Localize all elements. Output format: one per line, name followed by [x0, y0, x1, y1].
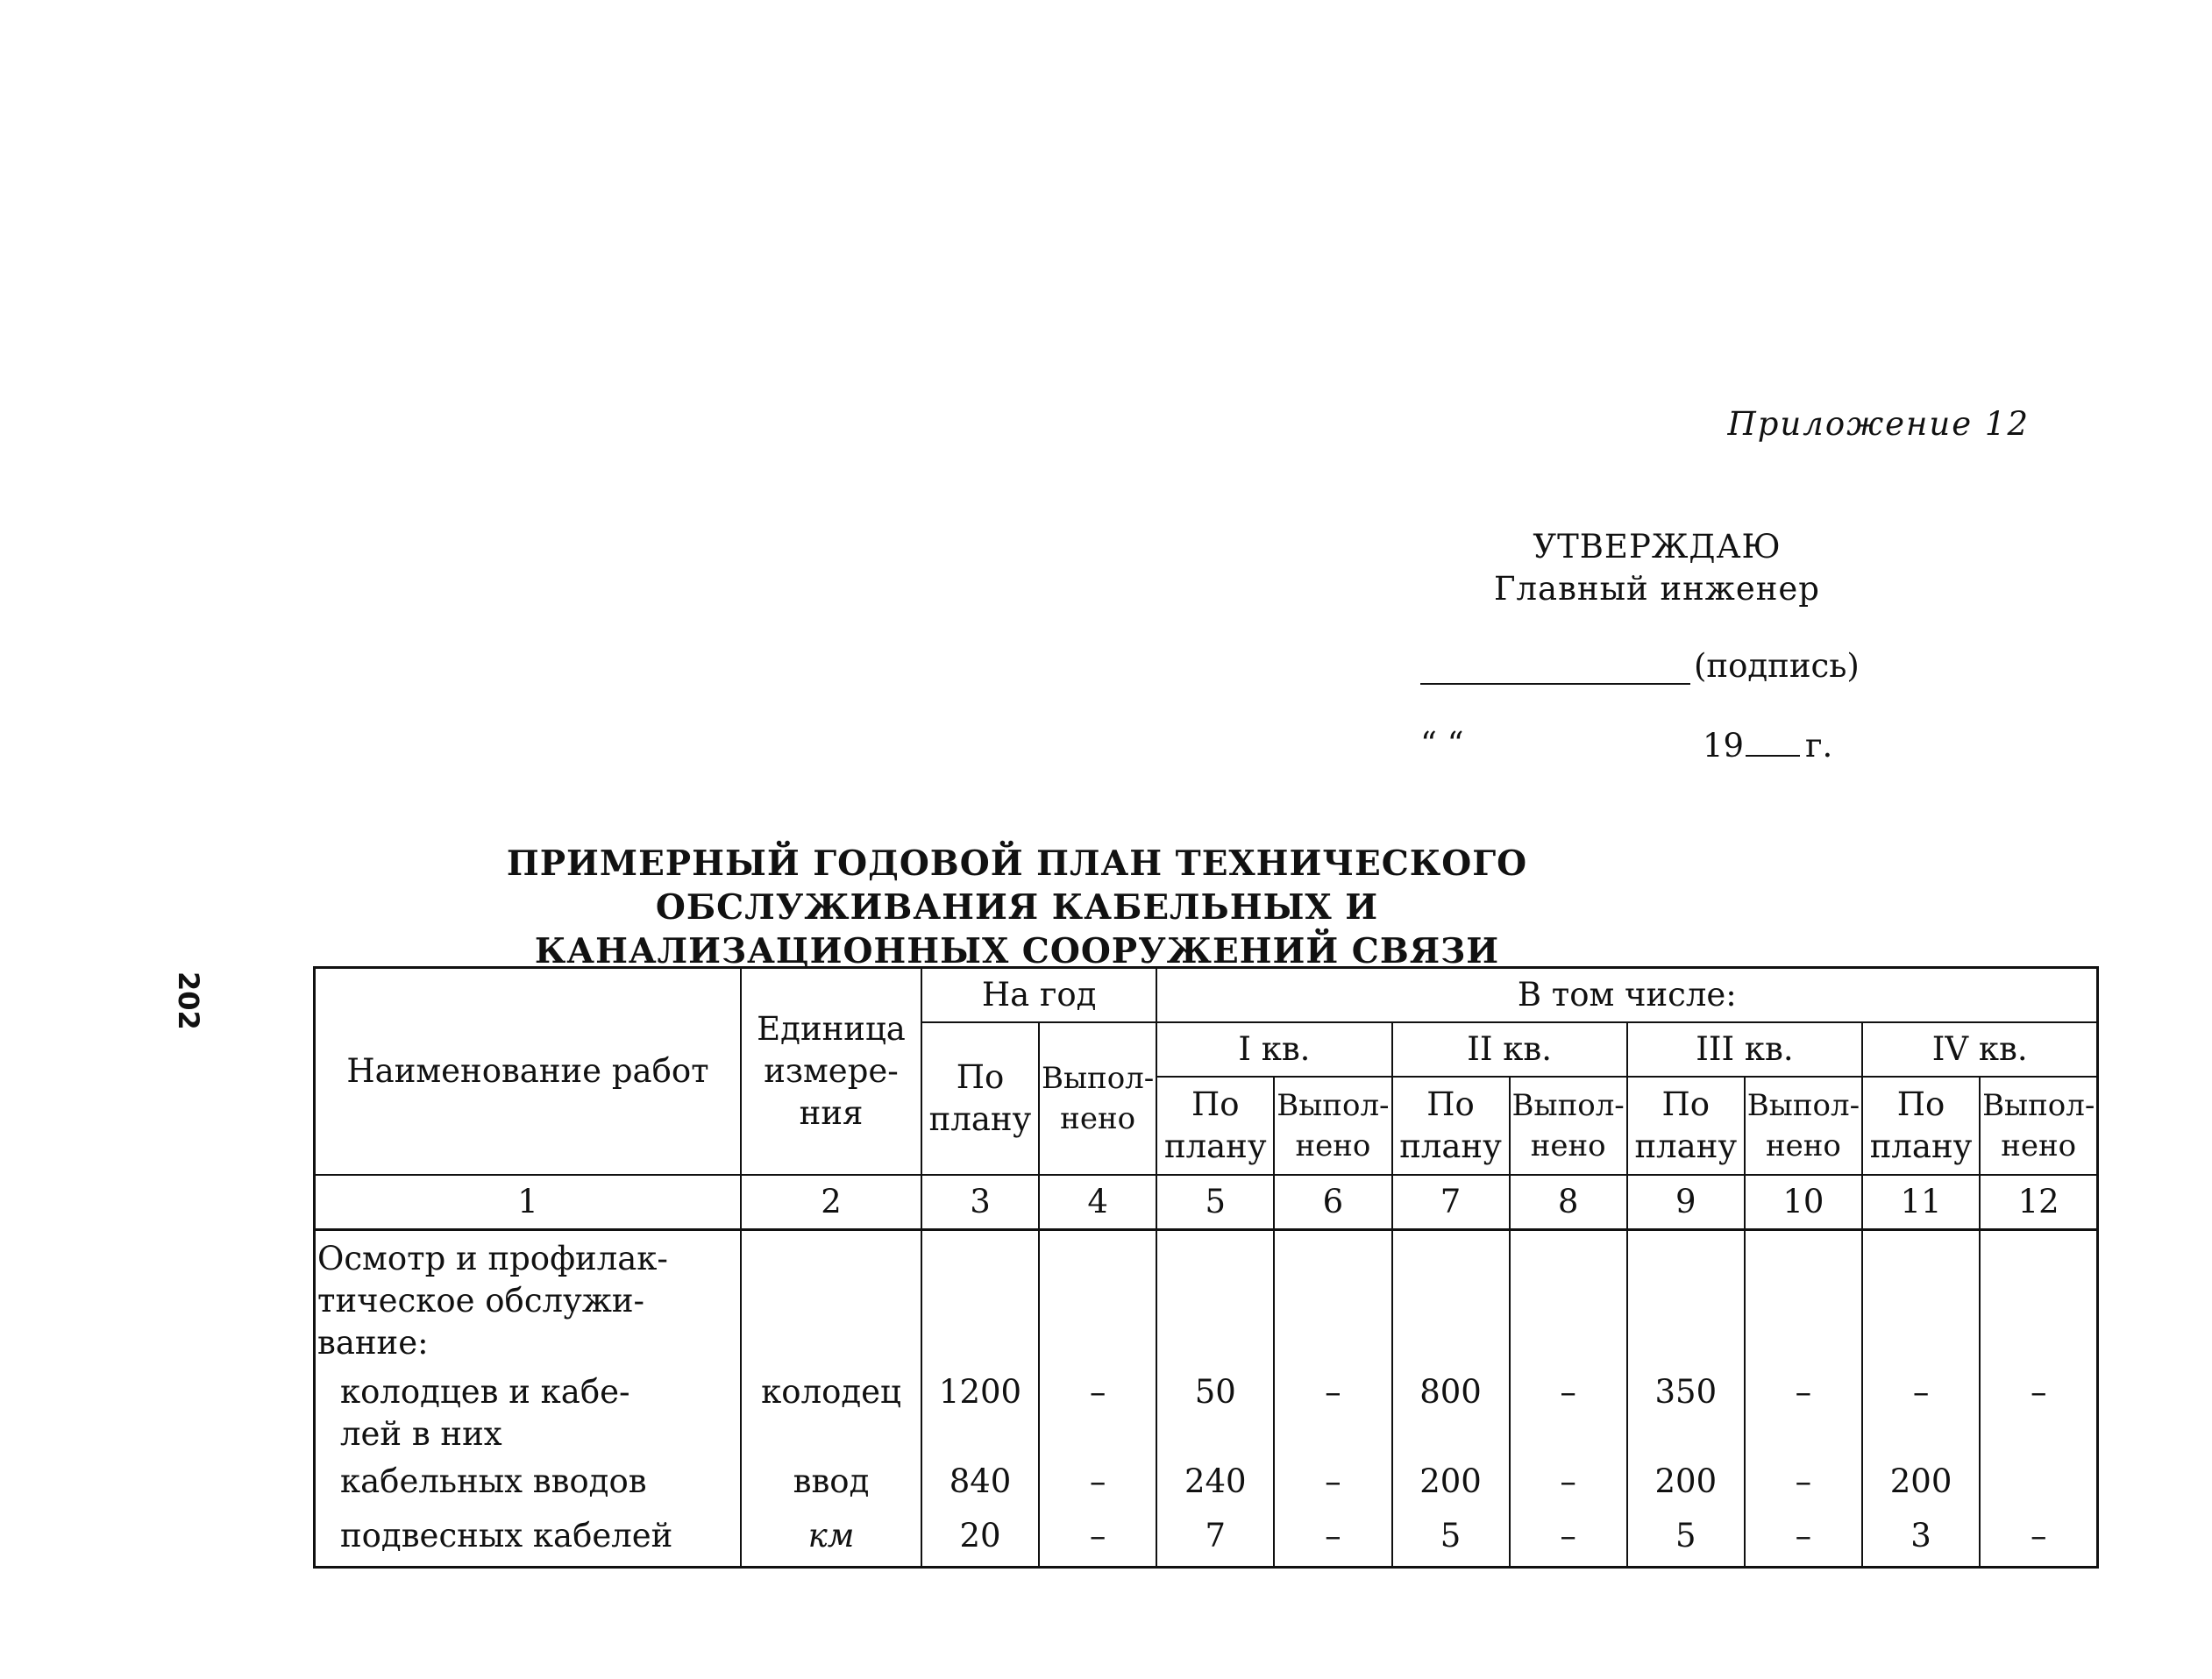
- cell-value: 350: [1654, 1373, 1718, 1411]
- signature-line: [1420, 647, 1860, 685]
- cell-value: 1200: [938, 1373, 1022, 1411]
- cell-value: –: [2030, 1373, 2047, 1411]
- unit-column: [741, 1230, 921, 1568]
- value-column: [1274, 1230, 1391, 1568]
- approval-block: [1473, 526, 1841, 610]
- header-q2: II кв.: [1392, 1022, 1627, 1077]
- row-unit: колодец: [761, 1373, 901, 1411]
- header-year-done: Выпол-нено: [1039, 1022, 1156, 1175]
- cell-value: –: [1325, 1373, 1341, 1411]
- cell-value: –: [1560, 1517, 1576, 1554]
- name-column: [315, 1230, 742, 1568]
- column-number: 8: [1510, 1175, 1627, 1230]
- value-column: [1980, 1230, 2098, 1568]
- date-quotes: “ “: [1420, 725, 1464, 763]
- header-q1-plan: По плану: [1156, 1077, 1274, 1175]
- cell-value: 200: [1419, 1462, 1482, 1500]
- cell-value: 840: [949, 1462, 1012, 1500]
- title-line-2: КАНАЛИЗАЦИОННЫХ СООРУЖЕНИЙ СВЯЗИ: [534, 931, 1500, 971]
- header-q2-plan: По плану: [1392, 1077, 1510, 1175]
- value-column: [921, 1230, 1039, 1568]
- cell-value: 5: [1440, 1517, 1462, 1554]
- signature-label: (подпись): [1694, 647, 1860, 685]
- column-number: 5: [1156, 1175, 1274, 1230]
- row-unit: км: [807, 1517, 855, 1554]
- cell-value: –: [1325, 1462, 1341, 1500]
- cell-value: –: [1560, 1462, 1576, 1500]
- approve-heading: УТВЕРЖДАЮ: [1533, 528, 1782, 566]
- header-year-plan: По плану: [921, 1022, 1039, 1175]
- maintenance-plan-table: [313, 966, 2099, 1569]
- year-field: [1703, 725, 1832, 765]
- cell-value: –: [2030, 1517, 2047, 1554]
- cell-value: –: [1795, 1373, 1812, 1411]
- cell-value: 800: [1419, 1373, 1482, 1411]
- appendix-label: Приложение 12: [1727, 405, 2030, 443]
- header-including: В том числе:: [1156, 968, 2098, 1023]
- column-number: 2: [741, 1175, 921, 1230]
- value-column: [1392, 1230, 1510, 1568]
- cell-value: –: [1089, 1517, 1106, 1554]
- header-per-year: На год: [921, 968, 1156, 1023]
- year-blank: [1746, 725, 1800, 757]
- title-line-1: ПРИМЕРНЫЙ ГОДОВОЙ ПЛАН ТЕХНИЧЕСКОГО ОБСЛУЖИВАНИЯ КАБЕЛЬНЫХ И: [506, 843, 1528, 928]
- cell-value: –: [1089, 1462, 1106, 1500]
- value-column: [1039, 1230, 1156, 1568]
- year-prefix: 19: [1703, 727, 1745, 765]
- value-column: [1156, 1230, 1274, 1568]
- group-title: Осмотр и профилак-тическое обслужи-вание:: [317, 1240, 668, 1362]
- signature-blank: [1420, 648, 1690, 685]
- column-number: 12: [1980, 1175, 2098, 1230]
- cell-value: 3: [1910, 1517, 1931, 1554]
- row-name: кабельных вводов: [340, 1462, 647, 1500]
- column-number: 9: [1627, 1175, 1745, 1230]
- year-suffix: г.: [1805, 727, 1833, 765]
- header-name: Наименование работ: [315, 968, 742, 1176]
- column-number: 3: [921, 1175, 1039, 1230]
- cell-value: –: [1560, 1373, 1576, 1411]
- cell-value: –: [1325, 1517, 1341, 1554]
- cell-value: –: [1912, 1373, 1930, 1411]
- value-column: [1510, 1230, 1627, 1568]
- header-q4-plan: По плану: [1862, 1077, 1980, 1175]
- approver-position: Главный инженер: [1494, 570, 1820, 608]
- row-name: подвесных кабелей: [340, 1517, 673, 1554]
- header-q4: IV кв.: [1862, 1022, 2098, 1077]
- header-q1-done: Выпол-нено: [1274, 1077, 1391, 1175]
- cell-value: 240: [1184, 1462, 1247, 1500]
- row-unit: ввод: [793, 1462, 870, 1500]
- header-q1: I кв.: [1156, 1022, 1391, 1077]
- cell-value: 50: [1194, 1373, 1236, 1411]
- cell-value: 200: [1654, 1462, 1718, 1500]
- cell-value: –: [1795, 1517, 1812, 1554]
- column-number: 7: [1392, 1175, 1510, 1230]
- value-column: [1745, 1230, 1862, 1568]
- cell-value: 20: [959, 1517, 1001, 1554]
- date-line: [1420, 725, 1859, 769]
- cell-value: 5: [1675, 1517, 1696, 1554]
- value-column: [1627, 1230, 1745, 1568]
- column-number: 10: [1745, 1175, 1862, 1230]
- document-title: [316, 842, 1718, 973]
- header-q3-plan: По плану: [1627, 1077, 1745, 1175]
- cell-value: 7: [1205, 1517, 1227, 1554]
- header-q2-done: Выпол-нено: [1510, 1077, 1627, 1175]
- cell-value: 200: [1889, 1462, 1952, 1500]
- column-number: 1: [315, 1175, 742, 1230]
- column-number: 11: [1862, 1175, 1980, 1230]
- header-q3: III кв.: [1627, 1022, 1862, 1077]
- row-name: колодцев и кабе-лей в них: [340, 1373, 630, 1453]
- column-number: 4: [1039, 1175, 1156, 1230]
- header-q3-done: Выпол-нено: [1745, 1077, 1862, 1175]
- cell-value: –: [1795, 1462, 1812, 1500]
- value-column: [1862, 1230, 1980, 1568]
- cell-value: –: [1089, 1373, 1106, 1411]
- header-q4-done: Выпол-нено: [1980, 1077, 2098, 1175]
- table-body: [315, 1230, 2098, 1568]
- page-number: 202: [172, 971, 205, 1030]
- column-number: 6: [1274, 1175, 1391, 1230]
- header-unit: Единица измере-ния: [741, 968, 921, 1176]
